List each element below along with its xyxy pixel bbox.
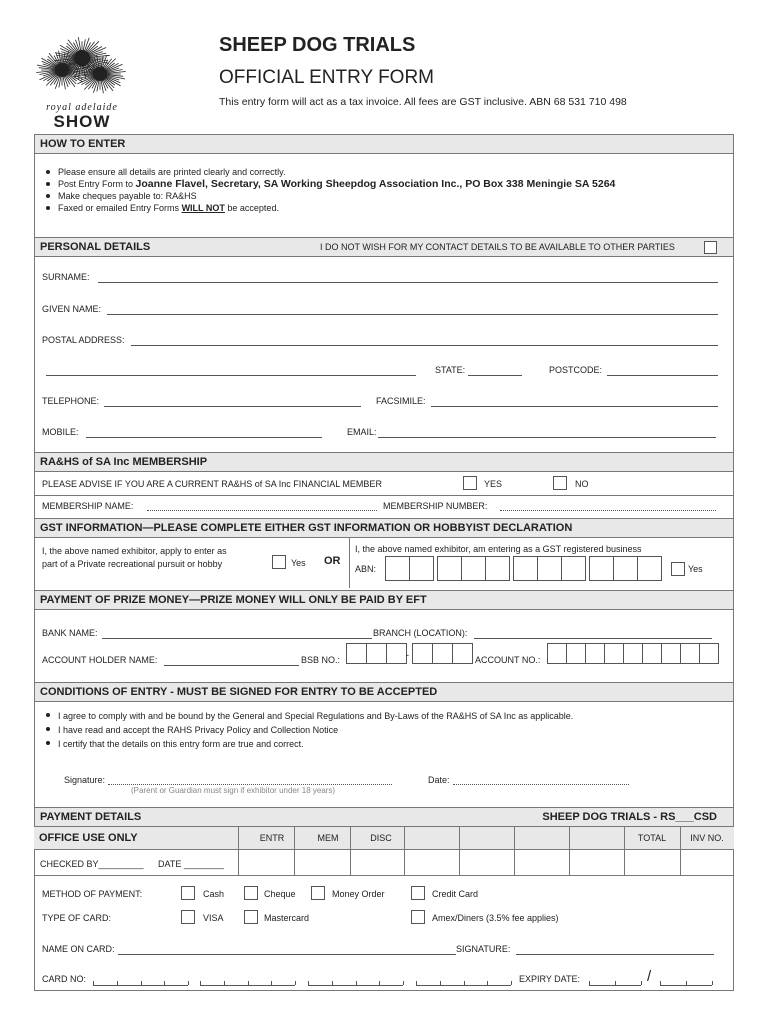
digit-group[interactable] [308,975,403,986]
cash-checkbox[interactable] [181,886,195,900]
list-item: I have read and accept the RAHS Privacy Policy and Collection Notice [40,723,573,737]
cheque-label: Cheque [264,889,296,899]
name-on-card-label: NAME ON CARD: [42,944,115,954]
card-number-label: CARD NO: [42,974,87,984]
tick [117,981,118,985]
hobby-yes-label: Yes [291,558,306,568]
digit-cell[interactable] [366,643,387,664]
divider [459,827,460,876]
tick [271,981,272,985]
amex-checkbox[interactable] [411,910,425,924]
membership-number-field[interactable] [500,510,716,511]
facsimile-label: FACSIMILE: [376,396,426,406]
money-order-checkbox[interactable] [311,886,325,900]
divider [569,827,570,876]
postal-address-field[interactable] [131,345,718,346]
member-no-checkbox[interactable] [553,476,567,490]
list-item: I agree to comply with and be bound by the General and Special Regulations and By-Laws of the RA&HS of SA Inc as applicable. [40,709,573,723]
tick [403,981,404,985]
method-label: METHOD OF PAYMENT: [42,889,143,899]
email-label: EMAIL: [347,427,377,437]
postcode-label: POSTCODE: [549,365,603,375]
digit-group[interactable] [589,975,641,986]
surname-label: SURNAME: [42,272,90,282]
tick [416,981,417,985]
credit-card-checkbox[interactable] [411,886,425,900]
date-label: Date: [428,775,450,785]
tick [712,981,713,985]
expiry-slash: / [647,968,652,985]
cash-label: Cash [203,889,225,899]
digit-cell[interactable] [432,643,453,664]
digit-group[interactable] [93,975,188,986]
bank-name-label: BANK NAME: [42,628,98,638]
page-subtitle: OFFICIAL ENTRY FORM [219,67,435,88]
digit-cell[interactable] [452,643,473,664]
gst-registered-text: I, the above named exhibitor, am entering as a GST registered business [355,544,642,554]
personal-details-header: PERSONAL DETAILS I DO NOT WISH FOR MY CONTACT DETAILS TO BE AVAILABLE TO OTHER PARTIES [34,237,734,257]
state-field[interactable] [468,375,522,376]
digit-group[interactable] [200,975,295,986]
digit-cell[interactable] [699,643,719,664]
postcode-field[interactable] [607,375,718,376]
gst-yes-label: Yes [688,564,703,574]
card-signature-label: SIGNATURE: [456,944,511,954]
bank-name-field[interactable] [102,638,372,639]
digit-cell[interactable] [623,643,643,664]
email-field[interactable] [378,437,716,438]
list-item: Make cheques payable to: RA&HS [40,190,615,202]
page-title: SHEEP DOG TRIALS [219,34,416,56]
abn-label: ABN: [355,564,377,574]
credit-card-label: Credit Card [432,889,479,899]
visa-checkbox[interactable] [181,910,195,924]
digit-cell[interactable] [346,643,367,664]
list-item: Faxed or emailed Entry Forms WILL NOT be accepted. [40,202,615,214]
logo-text: royal adelaide [46,102,118,113]
account-holder-label: ACCOUNT HOLDER NAME: [42,655,158,665]
name-on-card-field[interactable] [118,954,456,955]
account-number-label: ACCOUNT NO.: [475,655,541,665]
col-entr: ENTR [259,833,285,843]
digit-group[interactable] [660,975,712,986]
office-use-table [34,827,734,876]
list-item: Please ensure all details are printed clearly and correctly. [40,166,615,178]
bsb-label: BSB NO.: [301,655,341,665]
tick [308,981,309,985]
digit-cell[interactable] [513,556,538,581]
facsimile-field[interactable] [431,406,718,407]
tick [686,981,687,985]
col-mem: MEM [317,833,339,843]
digit-cell[interactable] [461,556,486,581]
digit-cell[interactable] [409,556,434,581]
digit-cell[interactable] [485,556,510,581]
membership-header: RA&HS of SA Inc MEMBERSHIP [34,452,734,472]
digit-cell[interactable] [637,556,662,581]
digit-group[interactable] [416,975,511,986]
checked-by-label: CHECKED BY_________ [40,859,144,869]
divider [34,875,734,876]
mobile-field[interactable] [86,437,322,438]
divider [238,827,239,876]
tick [248,981,249,985]
tick [440,981,441,985]
digit-cell[interactable] [566,643,586,664]
member-yes-checkbox[interactable] [463,476,477,490]
tick [224,981,225,985]
digit-cell[interactable] [386,643,407,664]
tick [511,981,512,985]
account-holder-field[interactable] [164,665,299,666]
divider [350,827,351,876]
branch-field[interactable] [474,638,712,639]
digit-cell[interactable] [680,643,700,664]
visa-label: VISA [203,913,224,923]
divider [294,827,295,876]
signature-label: Signature: [64,775,106,785]
tick [615,981,616,985]
how-to-enter-header: HOW TO ENTER [34,134,734,154]
digit-cell[interactable] [437,556,462,581]
show-logo [34,30,130,132]
digit-cell[interactable] [642,643,662,664]
divider [34,495,734,496]
divider [680,827,681,876]
tax-note: This entry form will act as a tax invoice. All fees are GST inclusive. ABN 68 531 710 498 [219,96,627,108]
col-total: TOTAL [637,833,667,843]
membership-number-label: MEMBERSHIP NUMBER: [383,501,488,511]
col-disc: DISC [370,833,392,843]
signature-note: (Parent or Guardian must sign if exhibitor under 18 years) [131,786,336,795]
digit-cell[interactable] [412,643,433,664]
mastercard-label: Mastercard [264,913,310,923]
hobby-text-2: part of a Private recreational pursuit or hobby [42,559,223,569]
divider [404,827,405,876]
tick [188,981,189,985]
telephone-label: TELEPHONE: [42,396,100,406]
digit-cell[interactable] [661,643,681,664]
digit-cell[interactable] [589,556,614,581]
digit-cell[interactable] [547,643,567,664]
digit-cell[interactable] [585,643,605,664]
tick [164,981,165,985]
digit-cell[interactable] [561,556,586,581]
tick [379,981,380,985]
date-field[interactable] [453,784,629,785]
state-label: STATE: [435,365,466,375]
tick [332,981,333,985]
hobby-yes-checkbox[interactable] [272,555,286,569]
tick [464,981,465,985]
prize-header: PAYMENT OF PRIZE MONEY—PRIZE MONEY WILL ONLY BE PAID BY EFT [34,590,734,610]
privacy-checkbox[interactable] [704,241,717,254]
conditions-header: CONDITIONS OF ENTRY - MUST BE SIGNED FOR ENTRY TO BE ACCEPTED [34,682,734,702]
member-yes-label: YES [484,479,503,489]
sunburst-icon [34,30,130,104]
payment-ref: SHEEP DOG TRIALS - RS___CSD [542,811,717,823]
given-name-field[interactable] [107,314,718,315]
tick [141,981,142,985]
card-signature-field[interactable] [516,954,714,955]
membership-name-field[interactable] [147,510,377,511]
telephone-field[interactable] [104,406,361,407]
member-no-label: NO [575,479,589,489]
membership-question: PLEASE ADVISE IF YOU ARE A CURRENT RA&HS of SA Inc FINANCIAL MEMBER [42,479,382,489]
digit-cell[interactable] [385,556,410,581]
divider [349,538,350,588]
how-to-enter-list [40,166,615,214]
postal-address-label: POSTAL ADDRESS: [42,335,125,345]
tick [641,981,642,985]
membership-name-label: MEMBERSHIP NAME: [42,501,134,511]
expiry-label: EXPIRY DATE: [519,974,581,984]
tick [295,981,296,985]
divider [624,827,625,876]
mastercard-checkbox[interactable] [244,910,258,924]
tick [660,981,661,985]
digit-cell[interactable] [537,556,562,581]
tick [200,981,201,985]
conditions-list [40,709,573,751]
digit-cell[interactable] [604,643,624,664]
bsb-dash: - [406,650,409,660]
office-date-label: DATE ________ [158,859,224,869]
amex-label: Amex/Diners (3.5% fee applies) [432,913,559,923]
tick [487,981,488,985]
col-inv: INV NO. [690,833,724,843]
list-item: Post Entry Form to Joanne Flavel, Secretary, SA Working Sheepdog Association Inc., PO Box 338 Meningie SA 5264 [40,178,615,190]
payment-header: PAYMENT DETAILS SHEEP DOG TRIALS - RS___CSD [34,807,734,827]
tick [589,981,590,985]
list-item: I certify that the details on this entry form are true and correct. [40,737,573,751]
mobile-label: MOBILE: [42,427,79,437]
branch-label: BRANCH (LOCATION): [373,628,468,638]
tick [356,981,357,985]
or-label: OR [324,555,341,567]
office-use-title: OFFICE USE ONLY [39,832,138,844]
money-order-label: Money Order [332,889,385,899]
hobby-text-1: I, the above named exhibitor, apply to enter as [42,546,227,556]
tick [93,981,94,985]
surname-field[interactable] [98,282,718,283]
gst-yes-checkbox[interactable] [671,562,685,576]
gst-header: GST INFORMATION—PLEASE COMPLETE EITHER GST INFORMATION OR HOBBYIST DECLARATION [34,518,734,538]
divider [514,827,515,876]
card-type-label: TYPE OF CARD: [42,913,112,923]
digit-cell[interactable] [613,556,638,581]
postal-address-line2[interactable] [46,375,416,376]
given-name-label: GIVEN NAME: [42,304,102,314]
privacy-label: I DO NOT WISH FOR MY CONTACT DETAILS TO BE AVAILABLE TO OTHER PARTIES [320,242,675,252]
logo-show: SHOW [53,112,111,131]
cheque-checkbox[interactable] [244,886,258,900]
